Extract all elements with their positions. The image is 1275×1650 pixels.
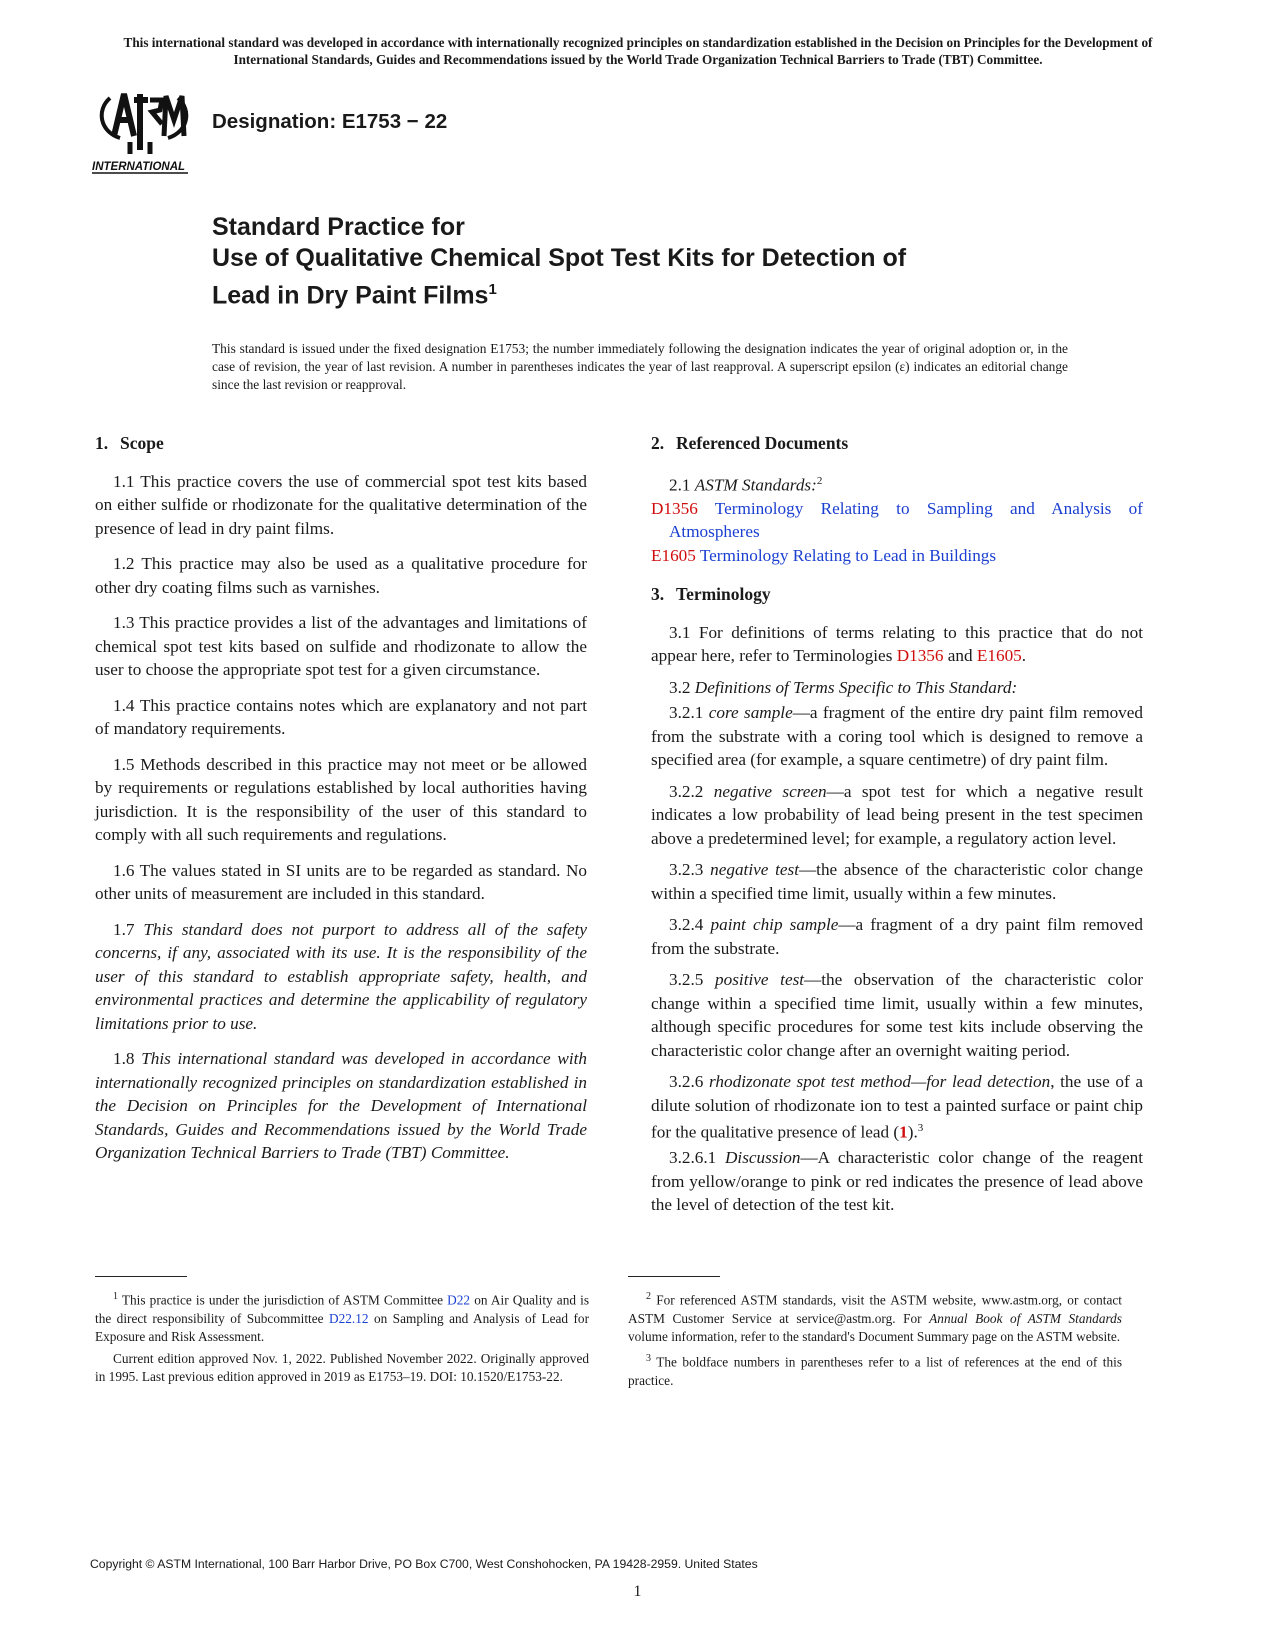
para-1-8: 1.8 This international standard was developed in accordance with internationally recognized principles on standardization established in the Decision on Principles for the Development of International Standards, Guides and Recommendations issued by the World Trade Organization Technical Barriers to Trade (TBT) Committee. <box>95 1049 587 1162</box>
para-3-2: 3.2 Definitions of Terms Specific to This Standard: <box>669 677 1018 697</box>
logo-text: INTERNATIONAL <box>92 161 186 173</box>
section-heading-referenced: 2. Referenced Documents <box>651 433 849 453</box>
document-title <box>212 212 1112 311</box>
astm-logo-icon <box>90 80 198 175</box>
link-d22-12[interactable]: D22.12 <box>328 1310 369 1326</box>
astm-logo <box>90 80 198 175</box>
def-rhodizonate: 3.2.6 rhodizonate spot test method—for lead detection, the use of a dilute solution of rhodizonate ion to test a painted surface or paint chip for the qualitative presence of lead (1).$^3$ <box>651 1072 1143 1142</box>
footnotes-left <box>95 1288 589 1390</box>
section-heading-scope: 1. Scope <box>95 433 164 453</box>
designation: Designation: E1753 − 22 <box>212 110 448 133</box>
reference-d1356[interactable]: D1356 Terminology Relating to Sampling and Analysis of Atmospheres <box>651 498 1143 542</box>
title-footnote-mark[interactable]: 1 <box>488 281 497 298</box>
top-notice: This international standard was developed in accordance with internationally recognized principles on standardization established in the Decision on Principles for the Development of International Standards, Guides and Recommendations issued by the World Trade Organization Technical Barriers to Trade (TBT) Committee. <box>123 35 1153 67</box>
title-line-1: Standard Practice for <box>212 213 465 241</box>
para-2-1: 2.1 ASTM Standards:$^2$ <box>669 474 823 495</box>
issued-note: This standard is issued under the fixed designation E1753; the number immediately following the designation indicates the year of original adoption or, in the case of revision, the year of last revision. A number in parentheses indicates the year of last reapproval. A superscript epsilon (ε) indicates an editorial change since the last revision or reapproval. <box>212 341 1068 392</box>
copyright: Copyright © ASTM International, 100 Barr Harbor Drive, PO Box C700, West Conshohocken, PA 19428-2959. United States <box>90 1557 758 1571</box>
para-1-2: 1.2 This practice may also be used as a qualitative procedure for other dry coating films such as varnishes. <box>95 554 587 597</box>
def-discussion: 3.2.6.1 Discussion—A characteristic color change of the reagent from yellow/orange to pink or red indicates the presence of lead above the level of detection of the test kit. <box>651 1148 1144 1215</box>
def-positive-test: 3.2.5 positive test—the observation of the characteristic color change within a specified time limit, usually within a few minutes, although specific procedures for some test kits include observing the characteristic color change after an overnight waiting period. <box>651 970 1144 1060</box>
para-1-5: 1.5 Methods described in this practice may not meet or be allowed by requirements or regulations established by local authorities having jurisdiction. It is the responsibility of the user of this standard to comply with all such requirements and regulations. <box>95 754 587 844</box>
reference-link-1[interactable]: 1 <box>899 1122 908 1142</box>
para-3-1: 3.1 For definitions of terms relating to this practice that do not appear here, refer to Terminologies D1356 and E1605. <box>651 622 1143 666</box>
section-heading-terminology: 3. Terminology <box>651 584 771 605</box>
footnote-3: $^3$ The boldface numbers in parentheses refer to a list of references at the end of this practice. <box>628 1353 1122 1388</box>
para-1-6: 1.6 The values stated in SI units are to be regarded as standard. No other units of measurement are included in this standard. <box>95 860 587 903</box>
references-list <box>651 470 1143 568</box>
para-1-7: 1.7 This standard does not purport to address all of the safety concerns, if any, associated with its use. It is the responsibility of the user of this standard to establish appropriate safety, health, and environmental practices and determine the applicability of regulatory limitations prior to use. <box>95 919 587 1033</box>
para-1-3: 1.3 This practice provides a list of the advantages and limitations of chemical spot test kits based on sulfide and rhodizonate to allow the user to choose the appropriate spot test for a given circumstance. <box>95 613 587 679</box>
link-d1356[interactable]: D1356 <box>896 646 944 666</box>
footnote-1-edition: Current edition approved Nov. 1, 2022. Published November 2022. Originally approved in 1995. Last previous edition approved in 2019 as E1753–19. DOI: 10.1520/E1753-22. <box>95 1351 589 1385</box>
footnote-rule-right <box>628 1276 720 1277</box>
link-e1605[interactable]: E1605 <box>976 646 1022 666</box>
reference-e1605[interactable]: E1605 Terminology Relating to Lead in Buildings <box>651 545 997 565</box>
footnote-rule-left <box>95 1276 187 1277</box>
link-d22[interactable]: D22 <box>447 1292 471 1308</box>
def-negative-screen: 3.2.2 negative screen—a spot test for which a negative result indicates a low probability of lead being present in the test specimen above a predetermined level; for example, a regulatory action level. <box>651 781 1143 848</box>
title-line-3: Lead in Dry Paint Films$^1$ <box>212 281 497 310</box>
para-1-1: 1.1 This practice covers the use of commercial spot test kits based on either sulfide or rhodizonate for the qualitative determination of the presence of lead in dry paint films. <box>95 471 587 538</box>
footnote-2: $^2$ For referenced ASTM standards, visit the ASTM website, www.astm.org, or contact ASTM Customer Service at service@astm.org. For Annual Book of ASTM Standards volume information, refer to the standard's Document Summary page on the ASTM website. <box>628 1291 1122 1344</box>
right-column <box>651 432 1143 1225</box>
def-core-sample: 3.2.1 core sample—a fragment of the entire dry paint film removed from the substrate with a coring tool which is designed to remove a specified area (for example, a square centimetre) of dry paint film. <box>651 703 1144 770</box>
para-1-4: 1.4 This practice contains notes which are explanatory and not part of mandatory requirements. <box>95 695 587 738</box>
title-line-2: Use of Qualitative Chemical Spot Test Kits for Detection of <box>212 244 907 272</box>
footnotes-right <box>628 1288 1122 1394</box>
footnote-1: $^1$ This practice is under the jurisdiction of ASTM Committee D22 on Air Quality and is the direct responsibility of Subcommittee D22.12 on Sampling and Analysis of Lead for Exposure and Risk Assessment. <box>95 1291 589 1344</box>
def-paint-chip-sample: 3.2.4 paint chip sample—a fragment of a dry paint film removed from the substrate. <box>651 915 1143 958</box>
page-number: 1 <box>633 1583 642 1600</box>
def-negative-test: 3.2.3 negative test—the absence of the characteristic color change within a specified time limit, usually within a few minutes. <box>651 860 1143 903</box>
left-column <box>95 432 587 1177</box>
